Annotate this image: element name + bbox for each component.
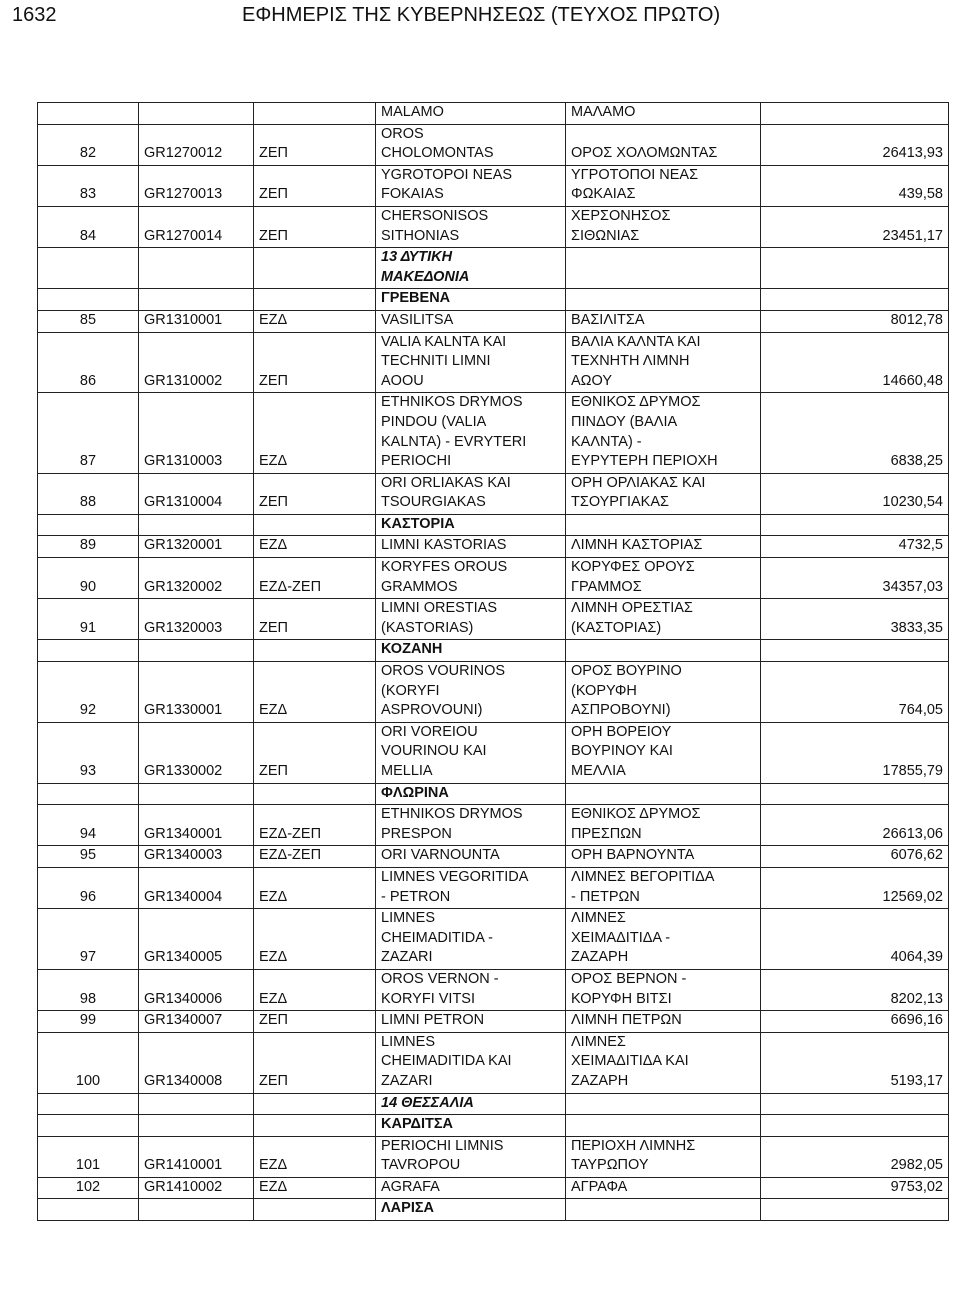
site-name-greek: ΒΑΣΙΛΙΤΣΑ [566, 310, 761, 332]
empty-cell [566, 514, 761, 536]
site-name-latin: KORYFES OROUS GRAMMOS [376, 558, 566, 599]
site-name-latin: CHERSONISOS SITHONIAS [376, 206, 566, 247]
site-name-latin: LIMNES CHEIMADITIDA KAI ZAZARI [376, 1032, 566, 1093]
site-area: 26413,93 [761, 124, 949, 165]
empty-cell [139, 1093, 254, 1115]
empty-cell [254, 289, 376, 311]
site-code: GR1340003 [139, 846, 254, 868]
site-code: GR1340008 [139, 1032, 254, 1093]
empty-cell [139, 514, 254, 536]
table-row [38, 310, 949, 332]
site-name-latin: AGRAFA [376, 1177, 566, 1199]
site-name-greek: ΕΘΝΙΚΟΣ ΔΡΥΜΟΣ ΠΙΝΔΟΥ (ΒΑΛΙΑ ΚΑΛΝΤΑ) - ΕΥΡΥΤΕΡΗ ΠΕΡΙΟΧΗ [566, 393, 761, 473]
site-name-greek: ΛΙΜΝΕΣ ΧΕΙΜΑΔΙΤΙΔΑ - ΖΑΖΑΡΗ [566, 909, 761, 970]
site-code: GR1340004 [139, 867, 254, 908]
site-type: ΕΖΔ [254, 393, 376, 473]
site-code: GR1410001 [139, 1136, 254, 1177]
table-row [38, 662, 949, 723]
empty-cell [254, 1199, 376, 1221]
site-code: GR1310002 [139, 332, 254, 393]
empty-cell [139, 640, 254, 662]
site-number: 86 [38, 332, 139, 393]
empty-cell [254, 1115, 376, 1137]
table-row [38, 867, 949, 908]
site-area: 5193,17 [761, 1032, 949, 1093]
site-name-greek: ΒΑΛΙΑ ΚΑΛΝΤΑ ΚΑΙ ΤΕΧΝΗΤΗ ΛΙΜΝΗ ΑΩΟΥ [566, 332, 761, 393]
site-area: 9753,02 [761, 1177, 949, 1199]
site-type: ΕΖΔ [254, 1136, 376, 1177]
empty-cell [566, 248, 761, 289]
empty-cell [566, 1199, 761, 1221]
site-number: 82 [38, 124, 139, 165]
site-type: ΖΕΠ [254, 1032, 376, 1093]
table-row [38, 969, 949, 1010]
prefecture-name: ΦΛΩΡΙΝΑ [376, 783, 566, 805]
site-area: 12569,02 [761, 867, 949, 908]
prefecture-name: ΚΟΖΑΝΗ [376, 640, 566, 662]
site-name-latin: MALAMO [376, 103, 566, 125]
empty-cell [761, 248, 949, 289]
site-name-latin: VALIA KALNTA KAI TECHNITI LIMNI AOOU [376, 332, 566, 393]
region-heading-row [38, 248, 949, 289]
site-name-latin: PERIOCHI LIMNIS TAVROPOU [376, 1136, 566, 1177]
empty-cell [38, 783, 139, 805]
site-name-greek: ΛΙΜΝΗ ΠΕΤΡΩΝ [566, 1011, 761, 1033]
site-number: 100 [38, 1032, 139, 1093]
site-code: GR1270014 [139, 206, 254, 247]
site-name-greek: ΛΙΜΝΗ ΚΑΣΤΟΡΙΑΣ [566, 536, 761, 558]
prefecture-heading-row [38, 640, 949, 662]
site-area: 4732,5 [761, 536, 949, 558]
site-number: 97 [38, 909, 139, 970]
site-type: ΕΖΔ-ΖΕΠ [254, 805, 376, 846]
site-name-latin: VASILITSA [376, 310, 566, 332]
site-code: GR1340006 [139, 969, 254, 1010]
site-name-greek: ΟΡΗ ΒΑΡΝΟΥΝΤΑ [566, 846, 761, 868]
site-code: GR1340001 [139, 805, 254, 846]
site-area: 17855,79 [761, 722, 949, 783]
site-type: ΕΖΔ [254, 969, 376, 1010]
empty-cell [566, 640, 761, 662]
site-name-greek: ΠΕΡΙΟΧΗ ΛΙΜΝΗΣ ΤΑΥΡΩΠΟΥ [566, 1136, 761, 1177]
empty-cell [254, 248, 376, 289]
empty-cell [139, 1199, 254, 1221]
empty-cell [254, 783, 376, 805]
site-number: 93 [38, 722, 139, 783]
site-name-latin: YGROTOPOI NEAS FOKAIAS [376, 165, 566, 206]
site-name-latin: OROS VERNON - KORYFI VITSI [376, 969, 566, 1010]
table-row [38, 206, 949, 247]
site-number: 101 [38, 1136, 139, 1177]
site-name-latin: LIMNES CHEIMADITIDA - ZAZARI [376, 909, 566, 970]
empty-cell [566, 1093, 761, 1115]
table-row [38, 805, 949, 846]
site-code: GR1310004 [139, 473, 254, 514]
site-code: GR1330002 [139, 722, 254, 783]
site-code: GR1330001 [139, 662, 254, 723]
site-type: ΖΕΠ [254, 206, 376, 247]
table-row [38, 1011, 949, 1033]
empty-cell [139, 783, 254, 805]
region-name: 14 ΘΕΣΣΑΛΙΑ [376, 1093, 566, 1115]
site-type: ΖΕΠ [254, 473, 376, 514]
empty-cell [761, 289, 949, 311]
table-row [38, 393, 949, 473]
site-area [761, 103, 949, 125]
empty-cell [761, 1199, 949, 1221]
site-name-latin: LIMNI ORESTIAS (KASTORIAS) [376, 599, 566, 640]
site-type: ΖΕΠ [254, 124, 376, 165]
empty-cell [38, 640, 139, 662]
site-name-latin: LIMNI KASTORIAS [376, 536, 566, 558]
prefecture-heading-row [38, 1115, 949, 1137]
site-code: GR1310001 [139, 310, 254, 332]
site-name-greek: ΑΓΡΑΦΑ [566, 1177, 761, 1199]
site-name-greek: ΟΡΗ ΒΟΡΕΙΟΥ ΒΟΥΡΙΝΟΥ ΚΑΙ ΜΕΛΛΙΑ [566, 722, 761, 783]
prefecture-heading-row [38, 289, 949, 311]
site-area: 3833,35 [761, 599, 949, 640]
prefecture-heading-row [38, 783, 949, 805]
site-area: 764,05 [761, 662, 949, 723]
site-number: 94 [38, 805, 139, 846]
site-name-greek: ΛΙΜΝΗ ΟΡΕΣΤΙΑΣ (ΚΑΣΤΟΡΙΑΣ) [566, 599, 761, 640]
empty-cell [38, 1199, 139, 1221]
site-name-greek: ΛΙΜΝΕΣ ΒΕΓΟΡΙΤΙΔΑ - ΠΕΤΡΩΝ [566, 867, 761, 908]
empty-cell [761, 1093, 949, 1115]
site-number: 91 [38, 599, 139, 640]
empty-cell [139, 289, 254, 311]
site-code: GR1340005 [139, 909, 254, 970]
site-number: 95 [38, 846, 139, 868]
site-type: ΖΕΠ [254, 722, 376, 783]
site-type: ΕΖΔ [254, 536, 376, 558]
table-row [38, 1032, 949, 1093]
site-name-latin: ETHNIKOS DRYMOS PINDOU (VALIA KALNTA) - EVRYTERI PERIOCHI [376, 393, 566, 473]
site-area: 8012,78 [761, 310, 949, 332]
site-name-greek: ΟΡΟΣ ΧΟΛΟΜΩΝΤΑΣ [566, 124, 761, 165]
site-code: GR1310003 [139, 393, 254, 473]
table-row [38, 124, 949, 165]
site-number: 83 [38, 165, 139, 206]
prefecture-name: ΓΡΕΒΕΝΑ [376, 289, 566, 311]
site-name-greek: ΛΙΜΝΕΣ ΧΕΙΜΑΔΙΤΙΔΑ ΚΑΙ ΖΑΖΑΡΗ [566, 1032, 761, 1093]
site-area: 2982,05 [761, 1136, 949, 1177]
site-type: ΕΖΔ-ΖΕΠ [254, 558, 376, 599]
empty-cell [139, 248, 254, 289]
prefecture-name: ΚΑΡΔΙΤΣΑ [376, 1115, 566, 1137]
site-type: ΕΖΔ [254, 909, 376, 970]
site-area: 8202,13 [761, 969, 949, 1010]
prefecture-name: ΛΑΡΙΣΑ [376, 1199, 566, 1221]
prefecture-heading-row [38, 1199, 949, 1221]
site-type: ΕΖΔ [254, 662, 376, 723]
table-row [38, 332, 949, 393]
table-row [38, 599, 949, 640]
region-heading-row [38, 1093, 949, 1115]
site-number: 90 [38, 558, 139, 599]
site-name-greek: ΜΑΛΑΜΟ [566, 103, 761, 125]
site-name-greek: ΟΡΟΣ ΒΕΡΝΟΝ - ΚΟΡΥΦΗ ΒΙΤΣΙ [566, 969, 761, 1010]
empty-cell [254, 640, 376, 662]
empty-cell [139, 1115, 254, 1137]
site-name-latin: LIMNES VEGORITIDA - PETRON [376, 867, 566, 908]
site-area: 6838,25 [761, 393, 949, 473]
empty-cell [254, 514, 376, 536]
table-row [38, 1136, 949, 1177]
table-row [38, 165, 949, 206]
table-body [38, 103, 949, 1221]
empty-cell [38, 1115, 139, 1137]
site-area: 439,58 [761, 165, 949, 206]
site-code [139, 103, 254, 125]
site-area: 23451,17 [761, 206, 949, 247]
site-area: 34357,03 [761, 558, 949, 599]
page-header [0, 0, 960, 40]
site-number: 98 [38, 969, 139, 1010]
empty-cell [254, 1093, 376, 1115]
site-name-latin: ORI ORLIAKAS KAI TSOURGIAKAS [376, 473, 566, 514]
empty-cell [761, 1115, 949, 1137]
empty-cell [566, 783, 761, 805]
site-name-greek: ΧΕΡΣΟΝΗΣΟΣ ΣΙΘΩΝΙΑΣ [566, 206, 761, 247]
site-code: GR1320002 [139, 558, 254, 599]
table-row [38, 909, 949, 970]
table-row [38, 558, 949, 599]
empty-cell [38, 1093, 139, 1115]
prefecture-name: ΚΑΣΤΟΡΙΑ [376, 514, 566, 536]
site-type: ΖΕΠ [254, 599, 376, 640]
table-row [38, 103, 949, 125]
site-type: ΖΕΠ [254, 1011, 376, 1033]
site-number: 85 [38, 310, 139, 332]
site-number: 88 [38, 473, 139, 514]
site-name-latin: ORI VOREIOU VOURINOU KAI MELLIA [376, 722, 566, 783]
site-code: GR1320003 [139, 599, 254, 640]
empty-cell [38, 289, 139, 311]
empty-cell [566, 1115, 761, 1137]
site-area: 26613,06 [761, 805, 949, 846]
empty-cell [761, 514, 949, 536]
table-row [38, 1177, 949, 1199]
site-name-greek: ΟΡΟΣ ΒΟΥΡΙΝΟ (ΚΟΡΥΦΗ ΑΣΠΡΟΒΟΥΝΙ) [566, 662, 761, 723]
site-name-latin: ORI VARNOUNTA [376, 846, 566, 868]
table-row [38, 536, 949, 558]
region-name: 13 ΔΥΤΙΚΗ ΜΑΚΕΔΟΝΙΑ [376, 248, 566, 289]
journal-title: ΕΦΗΜΕΡΙΣ ΤΗΣ ΚΥΒΕΡΝΗΣΕΩΣ (ΤΕΥΧΟΣ ΠΡΩΤΟ) [242, 4, 721, 26]
table-row [38, 473, 949, 514]
site-number: 92 [38, 662, 139, 723]
site-area: 6696,16 [761, 1011, 949, 1033]
site-area: 6076,62 [761, 846, 949, 868]
site-type: ΕΖΔ [254, 867, 376, 908]
site-name-greek: ΥΓΡΟΤΟΠΟΙ ΝΕΑΣ ΦΩΚΑΙΑΣ [566, 165, 761, 206]
site-number: 89 [38, 536, 139, 558]
site-type [254, 103, 376, 125]
site-code: GR1320001 [139, 536, 254, 558]
site-name-latin: OROS CHOLOMONTAS [376, 124, 566, 165]
empty-cell [761, 640, 949, 662]
site-number: 87 [38, 393, 139, 473]
site-name-greek: ΕΘΝΙΚΟΣ ΔΡΥΜΟΣ ΠΡΕΣΠΩΝ [566, 805, 761, 846]
site-name-latin: LIMNI PETRON [376, 1011, 566, 1033]
site-name-latin: OROS VOURINOS (KORYFI ASPROVOUNI) [376, 662, 566, 723]
site-number: 84 [38, 206, 139, 247]
site-type: ΖΕΠ [254, 165, 376, 206]
prefecture-heading-row [38, 514, 949, 536]
table-row [38, 846, 949, 868]
natura-sites-table [37, 102, 949, 1221]
site-number: 102 [38, 1177, 139, 1199]
site-number [38, 103, 139, 125]
site-type: ΕΖΔ [254, 310, 376, 332]
site-type: ΕΖΔ [254, 1177, 376, 1199]
site-name-greek: ΚΟΡΥΦΕΣ ΟΡΟΥΣ ΓΡΑΜΜΟΣ [566, 558, 761, 599]
site-code: GR1410002 [139, 1177, 254, 1199]
site-type: ΖΕΠ [254, 332, 376, 393]
site-number: 96 [38, 867, 139, 908]
site-area: 4064,39 [761, 909, 949, 970]
site-code: GR1270013 [139, 165, 254, 206]
empty-cell [566, 289, 761, 311]
site-code: GR1270012 [139, 124, 254, 165]
site-name-greek: ΟΡΗ ΟΡΛΙΑΚΑΣ ΚΑΙ ΤΣΟΥΡΓΙΑΚΑΣ [566, 473, 761, 514]
site-type: ΕΖΔ-ΖΕΠ [254, 846, 376, 868]
empty-cell [38, 514, 139, 536]
site-area: 10230,54 [761, 473, 949, 514]
empty-cell [761, 783, 949, 805]
site-area: 14660,48 [761, 332, 949, 393]
empty-cell [38, 248, 139, 289]
table-row [38, 722, 949, 783]
site-code: GR1340007 [139, 1011, 254, 1033]
page-number: 1632 [12, 4, 57, 26]
site-number: 99 [38, 1011, 139, 1033]
site-name-latin: ETHNIKOS DRYMOS PRESPON [376, 805, 566, 846]
